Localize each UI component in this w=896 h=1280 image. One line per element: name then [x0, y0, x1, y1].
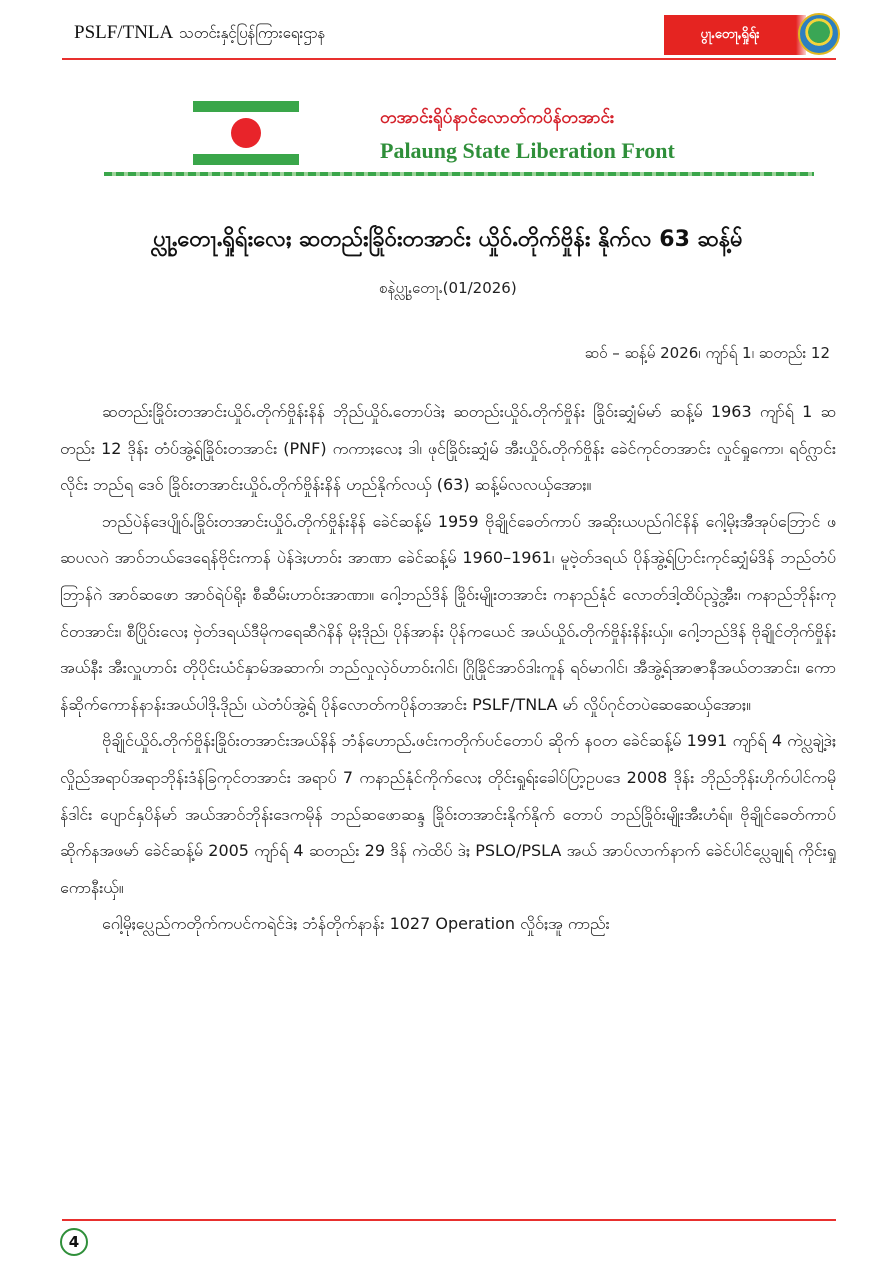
- org-name-english: Palaung State Liberation Front: [380, 138, 675, 163]
- header-divider: [62, 58, 836, 60]
- header-section-tab: [664, 15, 796, 55]
- masthead-ornament: [104, 172, 814, 176]
- article-body: [60, 394, 836, 1192]
- page-number: 4: [60, 1228, 88, 1256]
- palaung-flag-icon: [193, 101, 299, 165]
- paragraph: ဆတည်းခြိုဝ်းတအာင်းယှိုဝ်ႉတိုက်ဗှိုန်းနိန် ဘိုည်ယှိုဝ်ႉတောပ်ဒဲႈ ဆတည်းယှိုဝ်ႉတိုက်ဗှိုန်း ခြိုဝ်းဆျှံမ်မာ် ဆန့်မ် 1963 ကျာ်ရ် 1 ဆတည်း 12 ဒိုန်း တံပ်အွဲ့ရ်ခြိုဝ်းတအာင်း (PNF) ကကာႈလေႈ ဒါ၊ ဖုင်ခြိုဝ်းဆျှံမ် အီးယှိုဝ်ႉတိုက်ဗှိုန်း ခေဲင်ကုင်တအာင်း လှုင်ရှုကော၊ ရဝ်ဂ္လာင်းလိုင်း ဘည်ရ ဒေဝ် ခြိုဝ်းတအာင်းယှိုဝ်ႉတိုက်ဗှိုန်းနိန် ဟည်နိုက်လယှ် (63) ဆန့်မ်လလယှ်အောႈ။: [60, 402, 836, 495]
- paragraph: ဘည်ပဲန်ဒေပျိုဝ်ႉခြိုဝ်းတအာင်းယှိုဝ်ႉတိုက်ဗှိုန်းနိန် ခေဲင်ဆန့်မ် 1959 ဗိုချိုင်ခေတ်ကာပ် အဆိုးယပည်ဂါင်နိန် ဂေါ့မိုႈအီအုပ်ဘြောင် ဖဆပလဂဲ အာဝ်ဘယ်ဒေရေန်ဗိုင်းကာန် ပဲန်ဒဲႈဟာဝ်း အာဏာ ခေဲင်ဆန့်မ် 1960–1961၊ မူဗဲ့တ်ဒရယ် ပိုန်အွဲ့ရ်ပြာင်းကုင်ဆျှံမ်ဒိန် ဘည်တံပ်ဘြာန်ဂဲ အာဝ်ဆဖော အာဝ်ရဲပ်ရိုး စီဆီမ်းဟာဝ်းအာဏာ။ ဂေါ့ဘည်ဒိန် ခြိုဝ်းမျိုးတအာင်း ကနာည်နုံင် လောတ်ဒါ့ထိပ်ည္ဒွဲ့အီး၊ ကနာည်ဘိုန်းကုင်တအာင်း၊ စီပြိုဝ်းလေႈ ဗှဲတ်ဒရယ်ဒီမိုကရေဆီဂဲနိန် မိုႈဒိုည်၊ ပိုန်အာန်း ပိုန်ကယေင် အယ်ယှိုဝ်ႉတိုက်ဗှိုန်းနိန်းယှ်။ ဂေါ့ဘည်ဒိန် ဗိုချိုင်တိုက်ဗှိုန်း အယ်နီး အီးလှူဟာဝ်း တိုပိုင်းယံင်နှာမ်အဆာက်၊ ဘည်လှုလှဲဝ်ဟာဝ်းဂါင်၊ ဂြိုခြိုင်အာဝ်ဒါးကူန် ရဝ်မာဂါင်၊ အီအွဲ့ရ်အာဇာနီအယ်တအာင်း၊ ကောန်ဆိုက်ကောန်နာန်းအယ်ပါဒိုႉဒိုည်၊ ယဲတံပ်အွဲ့ရ် ပိုန်လောတ်ကပိုန်တအာင်း PSLF/TNLA မာ် လှိုပ်ဂုင်တပဲဆေဆေယှ်အောႈ။: [60, 511, 836, 714]
- paragraph: ဗိုချိုင်ယှိုဝ်ႉတိုက်ဗှိုန်းခြိုဝ်းတအာင်းအယ်နိန် ဘံန်ဟောည်ႉဖင်းကတိုက်ပင်တောပ် ဆိုက် နဝတ ခေဲင်ဆန့်မ် 1991 ကျာ်ရ် 4 ကဲပ္လချဲ့ဒဲႈလှိုည်အရာပ်အရာဘိုန်းဒံန်ခြကုင်တအာင်း အရာပ် 7 ကနာည်နုံင်ကိုက်လေႈ တိုင်းရှုရ်းခေါပ်ပြာ့ဥပဒေ 2008 ဒိုန်း ဘိုည်ဘိုန်းဟိုက်ပါင်ကမိုန်ဒါင်း ပျောင်နှပိန်မာ် အယ်အာဝ်ဘိုန်းဒေကမိုန် ဘည်ဆဖောဆန္ဒ ခြိုဝ်းတအာင်းနိုက်နိုက် တောပ် ဘည်ခြိုဝ်းမျိုးအီးဟံရ်။ ဗိုချိုင်ခေတ်ကာပ် ဆိုက်နအဖမာ် ခေဲင်ဆန့်မ် 2005 ကျာ်ရ် 4 ဆတည်း 29 ဒိန် ကဲထိပ် ဒဲႈ PSLO/PSLA အယ် အာပ်လာက်နာက် ခေဲင်ပါင်ပ္လေချုရ် ကိုင်းရှုကောနီးယှ်။: [60, 731, 836, 897]
- org-name-myanmar: တအာင်းရိုပ်နာင်လောတ်ကပိန်တအာင်း: [380, 108, 615, 128]
- paragraph: ဂေါ့မိုႈပ္လေည်ကတိုက်ကပင်ကရဲင်ဒဲႈ ဘံန်တိုက်နာန်း 1027 Operation လှိုဝ်ႈအူ ကာည်း: [102, 914, 610, 934]
- header-brand: PSLF/TNLA: [74, 22, 174, 43]
- header-tab-label: ပွႃႉတေႃႇရှိုရ်း: [700, 26, 760, 42]
- party-emblem-icon: [798, 13, 840, 55]
- flag-red-disc: [231, 118, 261, 148]
- header-publication: [74, 22, 634, 52]
- article-title: ပ္လွႃႉတေႃႉရှိုရ်းလေႈ ဆတည်းခြိုဝ်းတအာင်း ယှိုဝ်ႉတိုက်ဗှိုန်း နိုက်လ 63 ဆန့်မ်: [153, 227, 743, 252]
- issue-number: စနဲပ္လွႃႉတေႃႉ(01/2026): [379, 279, 517, 297]
- footer-divider: [62, 1219, 836, 1221]
- article-dateline: ဆဝ် – ဆန့်မ် 2026၊ ကျာ်ရ် 1၊ ဆတည်း 12: [584, 344, 830, 362]
- header-subtitle: သတင်းနှင့်ပြန်ကြားရေးဌာန: [179, 26, 326, 42]
